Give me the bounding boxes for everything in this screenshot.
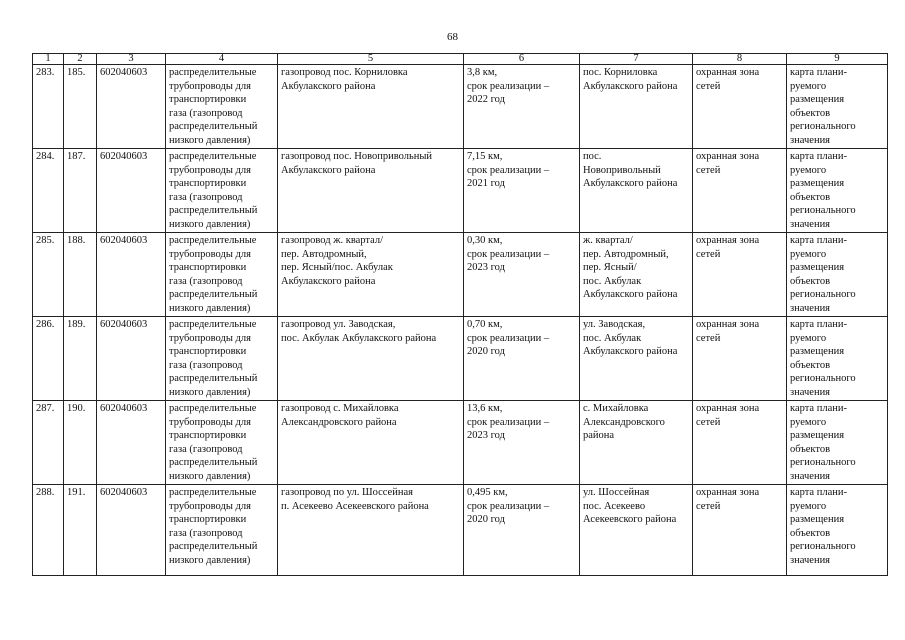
object-code: 602040603 (97, 485, 166, 576)
column-number: 6 (464, 54, 580, 65)
table-row (33, 65, 888, 149)
object-code: 602040603 (97, 233, 166, 317)
object-type: распределительные трубопроводы для транспортировки газа (газопровод распределительный низкого давления) (166, 65, 278, 149)
column-number: 4 (166, 54, 278, 65)
object-code: 602040603 (97, 401, 166, 485)
object-type: распределительные трубопроводы для транспортировки газа (газопровод распределительный низкого давления) (166, 233, 278, 317)
object-characteristics: 0,495 км, срок реализации – 2020 год (464, 485, 580, 576)
map-reference: карта плани- руемого размещения объектов регионального значения (787, 401, 888, 485)
map-reference: карта плани- руемого размещения объектов регионального значения (787, 485, 888, 576)
column-number: 5 (278, 54, 464, 65)
object-code: 602040603 (97, 317, 166, 401)
object-characteristics: 13,6 км, срок реализации – 2023 год (464, 401, 580, 485)
row-index: 285. (33, 233, 64, 317)
object-code: 602040603 (97, 65, 166, 149)
map-reference: карта плани- руемого размещения объектов регионального значения (787, 317, 888, 401)
column-number: 8 (693, 54, 787, 65)
column-number: 1 (33, 54, 64, 65)
zone-type: охранная зона сетей (693, 317, 787, 401)
object-name: газопровод ул. Заводская, пос. Акбулак Акбулакского района (278, 317, 464, 401)
item-number: 185. (64, 65, 97, 149)
object-name: газопровод с. Михайловка Александровского района (278, 401, 464, 485)
table-row (33, 149, 888, 233)
table-row (33, 485, 888, 576)
object-location: с. Михайловка Александровского района (580, 401, 693, 485)
column-number-row (33, 54, 888, 65)
item-number: 190. (64, 401, 97, 485)
zone-type: охранная зона сетей (693, 65, 787, 149)
object-name: газопровод ж. квартал/ пер. Автодромный, пер. Ясный/пос. Акбулак Акбулакского района (278, 233, 464, 317)
object-location: ж. квартал/ пер. Автодромный, пер. Ясный/ пос. Акбулак Акбулакского района (580, 233, 693, 317)
row-index: 287. (33, 401, 64, 485)
objects-table (32, 53, 888, 576)
zone-type: охранная зона сетей (693, 485, 787, 576)
object-type: распределительные трубопроводы для транспортировки газа (газопровод распределительный низкого давления) (166, 317, 278, 401)
object-type: распределительные трубопроводы для транспортировки газа (газопровод распределительный низкого давления) (166, 149, 278, 233)
object-location: ул. Шоссейная пос. Асекеево Асекеевского района (580, 485, 693, 576)
item-number: 189. (64, 317, 97, 401)
page-number: 68 (447, 31, 458, 43)
zone-type: охранная зона сетей (693, 149, 787, 233)
column-number: 3 (97, 54, 166, 65)
table-row (33, 317, 888, 401)
object-characteristics: 0,30 км, срок реализации – 2023 год (464, 233, 580, 317)
row-index: 283. (33, 65, 64, 149)
object-location: пос. Новопривольный Акбулакского района (580, 149, 693, 233)
object-characteristics: 7,15 км, срок реализации – 2021 год (464, 149, 580, 233)
object-name: газопровод пос. Корниловка Акбулакского района (278, 65, 464, 149)
object-code: 602040603 (97, 149, 166, 233)
column-number: 2 (64, 54, 97, 65)
object-type: распределительные трубопроводы для транспортировки газа (газопровод распределительный низкого давления) (166, 485, 278, 576)
item-number: 188. (64, 233, 97, 317)
object-characteristics: 3,8 км, срок реализации – 2022 год (464, 65, 580, 149)
map-reference: карта плани- руемого размещения объектов регионального значения (787, 149, 888, 233)
column-number: 9 (787, 54, 888, 65)
object-name: газопровод пос. Новопривольный Акбулакского района (278, 149, 464, 233)
column-number: 7 (580, 54, 693, 65)
item-number: 191. (64, 485, 97, 576)
row-index: 284. (33, 149, 64, 233)
object-name: газопровод по ул. Шоссейная п. Асекеево Асекеевского района (278, 485, 464, 576)
object-characteristics: 0,70 км, срок реализации – 2020 год (464, 317, 580, 401)
map-reference: карта плани- руемого размещения объектов регионального значения (787, 65, 888, 149)
item-number: 187. (64, 149, 97, 233)
object-type: распределительные трубопроводы для транспортировки газа (газопровод распределительный низкого давления) (166, 401, 278, 485)
row-index: 286. (33, 317, 64, 401)
row-index: 288. (33, 485, 64, 576)
zone-type: охранная зона сетей (693, 233, 787, 317)
object-location: пос. Корниловка Акбулакского района (580, 65, 693, 149)
table-row (33, 233, 888, 317)
object-location: ул. Заводская, пос. Акбулак Акбулакского района (580, 317, 693, 401)
map-reference: карта плани- руемого размещения объектов регионального значения (787, 233, 888, 317)
zone-type: охранная зона сетей (693, 401, 787, 485)
table-row (33, 401, 888, 485)
